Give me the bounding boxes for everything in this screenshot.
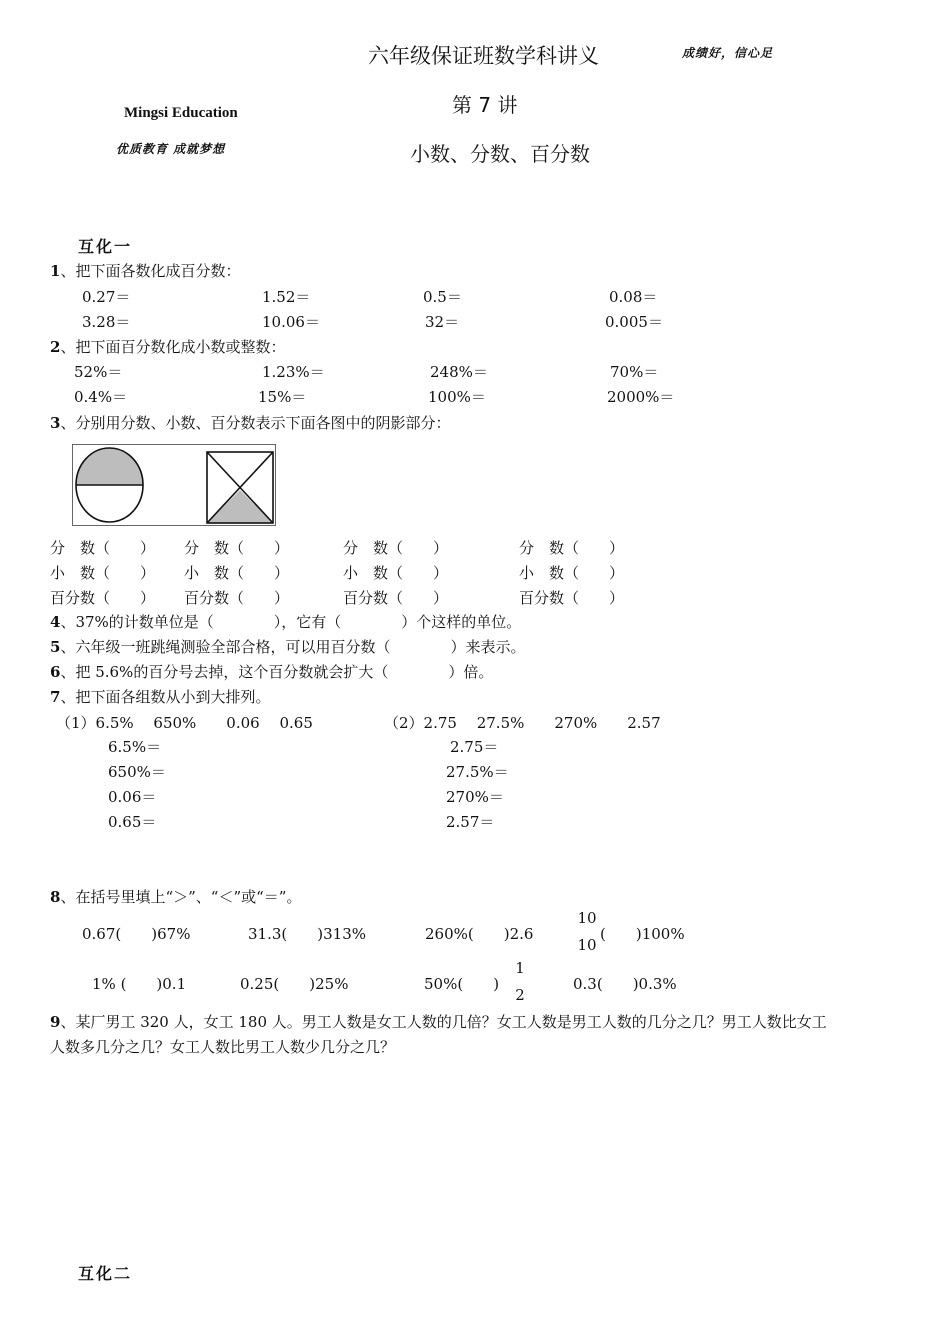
q7-group-1: （1）6.5% 650% 0.06 0.65 — [56, 714, 313, 732]
question-number: 6 — [50, 663, 61, 681]
brand-tagline: 优质教育 成就梦想 — [116, 142, 226, 156]
q7-item: 650%＝ — [108, 763, 166, 781]
q1-item: 3.28＝ — [82, 313, 131, 331]
square-shaded-triangle — [207, 490, 273, 523]
percent-label: 百分数（ ） — [343, 589, 449, 607]
question-8 — [50, 886, 301, 907]
question-text: 、把 5.6%的百分号去掉，这个百分数就会扩大（ ）倍。 — [60, 663, 494, 681]
fraction-numerator: 1 — [515, 959, 525, 977]
q7-item: 2.57＝ — [446, 813, 495, 831]
fraction-label: 分 数（ ） — [50, 539, 156, 557]
q7-item: 0.65＝ — [108, 813, 157, 831]
compare-item: 0.3( )0.3% — [573, 975, 677, 993]
compare-item: 1% ( )0.1 — [92, 975, 187, 993]
lecture-subtitle: 小数、分数、百分数 — [410, 142, 590, 166]
q2-item: 2000%＝ — [607, 388, 675, 406]
question-6 — [50, 661, 493, 682]
q1-item: 1.52＝ — [262, 288, 311, 306]
q1-item: 0.08＝ — [609, 288, 658, 306]
question-7 — [50, 686, 270, 707]
compare-item: 260%( )2.6 — [425, 925, 534, 943]
compare-item: 0.25( )25% — [240, 975, 349, 993]
slogan: 成绩好，信心足 — [682, 46, 774, 60]
decimal-label: 小 数（ ） — [519, 564, 625, 582]
question-number: 9 — [50, 1013, 61, 1031]
fraction-label: 分 数（ ） — [184, 539, 290, 557]
question-9 — [50, 1011, 827, 1032]
question-4 — [50, 611, 521, 632]
fraction-label: 分 数（ ） — [343, 539, 449, 557]
question-text: 、把下面各组数从小到大排列。 — [60, 688, 271, 706]
question-number: 7 — [50, 688, 61, 706]
fraction-numerator: 10 — [577, 909, 597, 927]
shaded-figures — [72, 444, 276, 526]
question-number: 1 — [50, 262, 61, 280]
percent-label: 百分数（ ） — [519, 589, 625, 607]
question-number: 2 — [50, 338, 61, 356]
question-text: 、六年级一班跳绳测验全部合格，可以用百分数（ ）来表示。 — [60, 638, 526, 656]
percent-label: 百分数（ ） — [50, 589, 156, 607]
q2-item: 0.4%＝ — [74, 388, 128, 406]
compare-item: ( )100% — [600, 925, 685, 943]
q2-item: 1.23%＝ — [262, 363, 325, 381]
question-3 — [50, 412, 450, 433]
fraction-denominator: 10 — [577, 936, 597, 954]
question-text: 、把下面百分数化成小数或整数： — [60, 338, 286, 356]
q1-item: 10.06＝ — [262, 313, 320, 331]
question-number: 5 — [50, 638, 61, 656]
percent-label: 百分数（ ） — [184, 589, 290, 607]
question-text: 、在括号里填上“＞”、“＜”或“＝”。 — [60, 888, 302, 906]
fraction-label: 分 数（ ） — [519, 539, 625, 557]
compare-item: 50%( ) — [424, 975, 500, 993]
question-number: 4 — [50, 613, 61, 631]
decimal-label: 小 数（ ） — [184, 564, 290, 582]
q7-item: 2.75＝ — [450, 738, 499, 756]
question-text: 、37%的计数单位是（ ），它有（ ）个这样的单位。 — [60, 613, 522, 631]
question-text: 、分别用分数、小数、百分数表示下面各图中的阴影部分： — [60, 414, 451, 432]
q1-item: 0.005＝ — [605, 313, 663, 331]
q2-item: 52%＝ — [74, 363, 123, 381]
decimal-label: 小 数（ ） — [343, 564, 449, 582]
circle-shaded-half — [76, 448, 143, 485]
lecture-number: 第 7 讲 — [452, 93, 518, 117]
q1-item: 0.27＝ — [82, 288, 131, 306]
fraction-denominator: 2 — [515, 986, 525, 1004]
question-number: 8 — [50, 888, 61, 906]
q1-item: 0.5＝ — [423, 288, 462, 306]
section-heading-1: 互化一 — [78, 237, 133, 256]
q2-item: 15%＝ — [258, 388, 307, 406]
brand-name: Mingsi Education — [124, 105, 238, 121]
q2-item: 100%＝ — [428, 388, 486, 406]
q2-item: 248%＝ — [430, 363, 488, 381]
q7-item: 0.06＝ — [108, 788, 157, 806]
decimal-label: 小 数（ ） — [50, 564, 156, 582]
q2-item: 70%＝ — [610, 363, 659, 381]
q7-item: 6.5%＝ — [108, 738, 162, 756]
q7-item: 27.5%＝ — [446, 763, 509, 781]
question-text-continued: 人数多几分之几？女工人数比男工人数少几分之几？ — [50, 1038, 396, 1056]
question-text: 、某厂男工 320 人，女工 180 人。男工人数是女工人数的几倍？女工人数是男工人数的几分之几？男工人数比女工 — [60, 1013, 827, 1031]
q1-item: 32＝ — [425, 313, 460, 331]
question-text: 、把下面各数化成百分数： — [60, 262, 241, 280]
question-number: 3 — [50, 414, 61, 432]
section-heading-2: 互化二 — [78, 1264, 133, 1283]
compare-item: 31.3( )313% — [248, 925, 366, 943]
q7-item: 270%＝ — [446, 788, 504, 806]
question-1 — [50, 260, 240, 281]
document-title: 六年级保证班数学科讲义 — [368, 44, 599, 68]
compare-item: 0.67( )67% — [82, 925, 191, 943]
q7-group-2: （2）2.75 27.5% 270% 2.57 — [384, 714, 661, 732]
question-5 — [50, 636, 525, 657]
question-2 — [50, 336, 285, 357]
